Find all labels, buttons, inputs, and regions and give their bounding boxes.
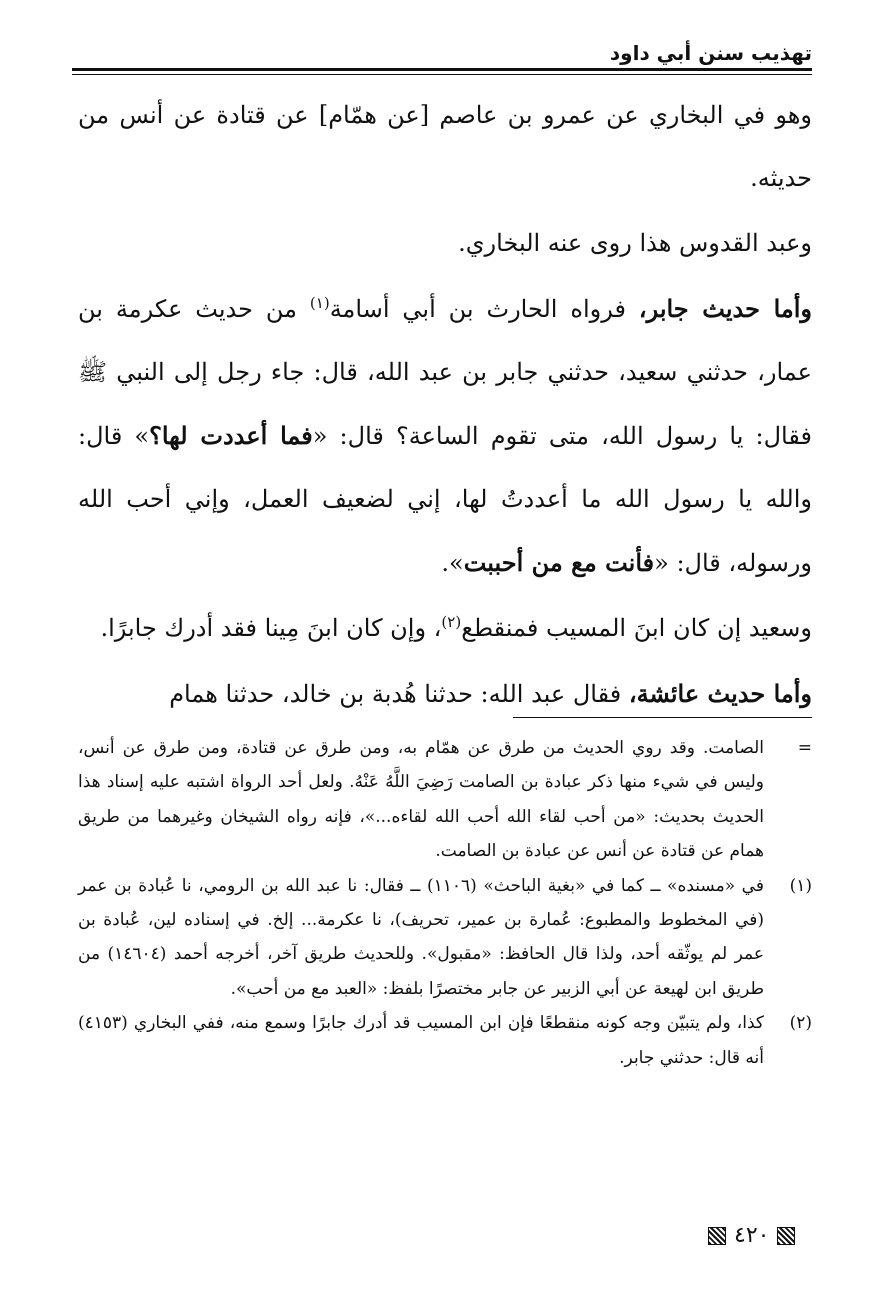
ornament-left-icon — [708, 1227, 726, 1245]
running-title: تهذيب سنن أبي داود — [609, 41, 812, 65]
footnotes-section — [78, 731, 812, 1075]
footnote-ref-2[interactable]: (٢) — [441, 613, 462, 631]
footnote-continuation-text: الصامت. وقد روي الحديث من طرق عن همّام به، ومن طرق عن قتادة، ومن طرق عن أنس، وليس في شيء منها ذكر عبادة بن الصامت رَضِيَ اللَّهُ عَنْهُ. ولعل أحد الرواة اشتبه عليه إسناد هذا الحديث بحديث: «من أحب لقاء الله أحب الله لقاءه...»، فإنه رواه الشيخان وغيرهما من طريق همام عن قتادة عن أنس عن عبادة بن الصامت. — [78, 738, 764, 862]
main-text — [78, 84, 812, 726]
paragraph-4-text-2: ، وإن كان ابنَ مِينا فقد أدرك جابرًا. — [100, 614, 442, 642]
footnote-2-text: كذا، ولم يتبيّن وجه كونه منقطعًا فإن ابن المسيب قد أدرك جابرًا وسمع منه، ففي البخاري (٤١٥٣) أنه قال: حدثني جابر. — [78, 1013, 764, 1068]
paragraph-4-text-1: وسعيد إن كان ابنَ المسيب فمنقطع — [461, 614, 812, 642]
paragraph-3-text-1: فرواه الحارث بن أبي أسامة — [329, 295, 639, 323]
page-number: ٤٢٠ — [734, 1223, 770, 1248]
footnote-1 — [78, 869, 812, 1007]
prophet-answer: فأنت مع من أحببت — [463, 548, 655, 577]
prophet-question: فما أعددت لها؟ — [149, 421, 313, 450]
continuation-marker: = — [797, 738, 812, 758]
footnote-continuation — [78, 731, 812, 869]
paragraph-2: وعبد القدوس هذا روى عنه البخاري. — [458, 229, 812, 257]
hadith-aisha-heading: وأما حديث عائشة، — [628, 679, 812, 708]
hadith-jabir-heading: وأما حديث جابر، — [638, 294, 813, 323]
footnote-2-marker: (٢) — [789, 1013, 812, 1034]
paragraph-3-text-4: ». — [441, 549, 464, 577]
paragraph-1: وهو في البخاري عن عمرو بن عاصم [عن همّام] عن قتادة عن أنس من حديثه. — [78, 101, 812, 192]
header-rule-thick — [72, 68, 812, 71]
page-folio — [708, 1224, 795, 1248]
header-rule-thin — [72, 74, 812, 75]
footnote-1-marker: (١) — [789, 875, 812, 896]
footnote-2 — [78, 1006, 812, 1075]
paragraph-3-text-2: من حديث عكرمة بن عمار، حدثني سعيد، حدثني جابر بن عبد الله، قال: جاء رجل إلى النبي ﷺ فقال: يا رسول الله، متى تقوم الساعة؟ قال: « — [78, 295, 812, 450]
paragraph-3-text-3: » قال: والله يا رسول الله ما أعددتُ لها، إني لضعيف العمل، وإني أحب الله ورسوله، قال: « — [78, 422, 812, 577]
paragraph-3 — [78, 277, 812, 595]
footnote-1-text: في «مسنده» ــ كما في «بغية الباحث» (١١٠٦) ــ فقال: نا عبد الله بن الرومي، نا عُبادة بن عمر (في المخطوط والمطبوع: عُمارة بن عمير، تحريف)، نا عكرمة... إلخ. في إسناده لين، عُبادة بن عمر لم يوثّقه أحد، ولذا قال الحافظ: «مقبول». وللحديث طريق آخر، أخرجه أحمد (١٤٦٠٤) من طريق ابن لهيعة عن أبي الزبير عن جابر مختصرًا بلفظ: «العبد مع من أحب». — [78, 875, 764, 999]
footnote-separator — [513, 717, 812, 718]
footnote-ref-1[interactable]: (١) — [309, 294, 330, 312]
ornament-right-icon — [777, 1227, 795, 1245]
paragraph-5-text: فقال عبد الله: حدثنا هُدبة بن خالد، حدثنا همام — [169, 680, 629, 708]
paragraph-4 — [78, 597, 812, 660]
